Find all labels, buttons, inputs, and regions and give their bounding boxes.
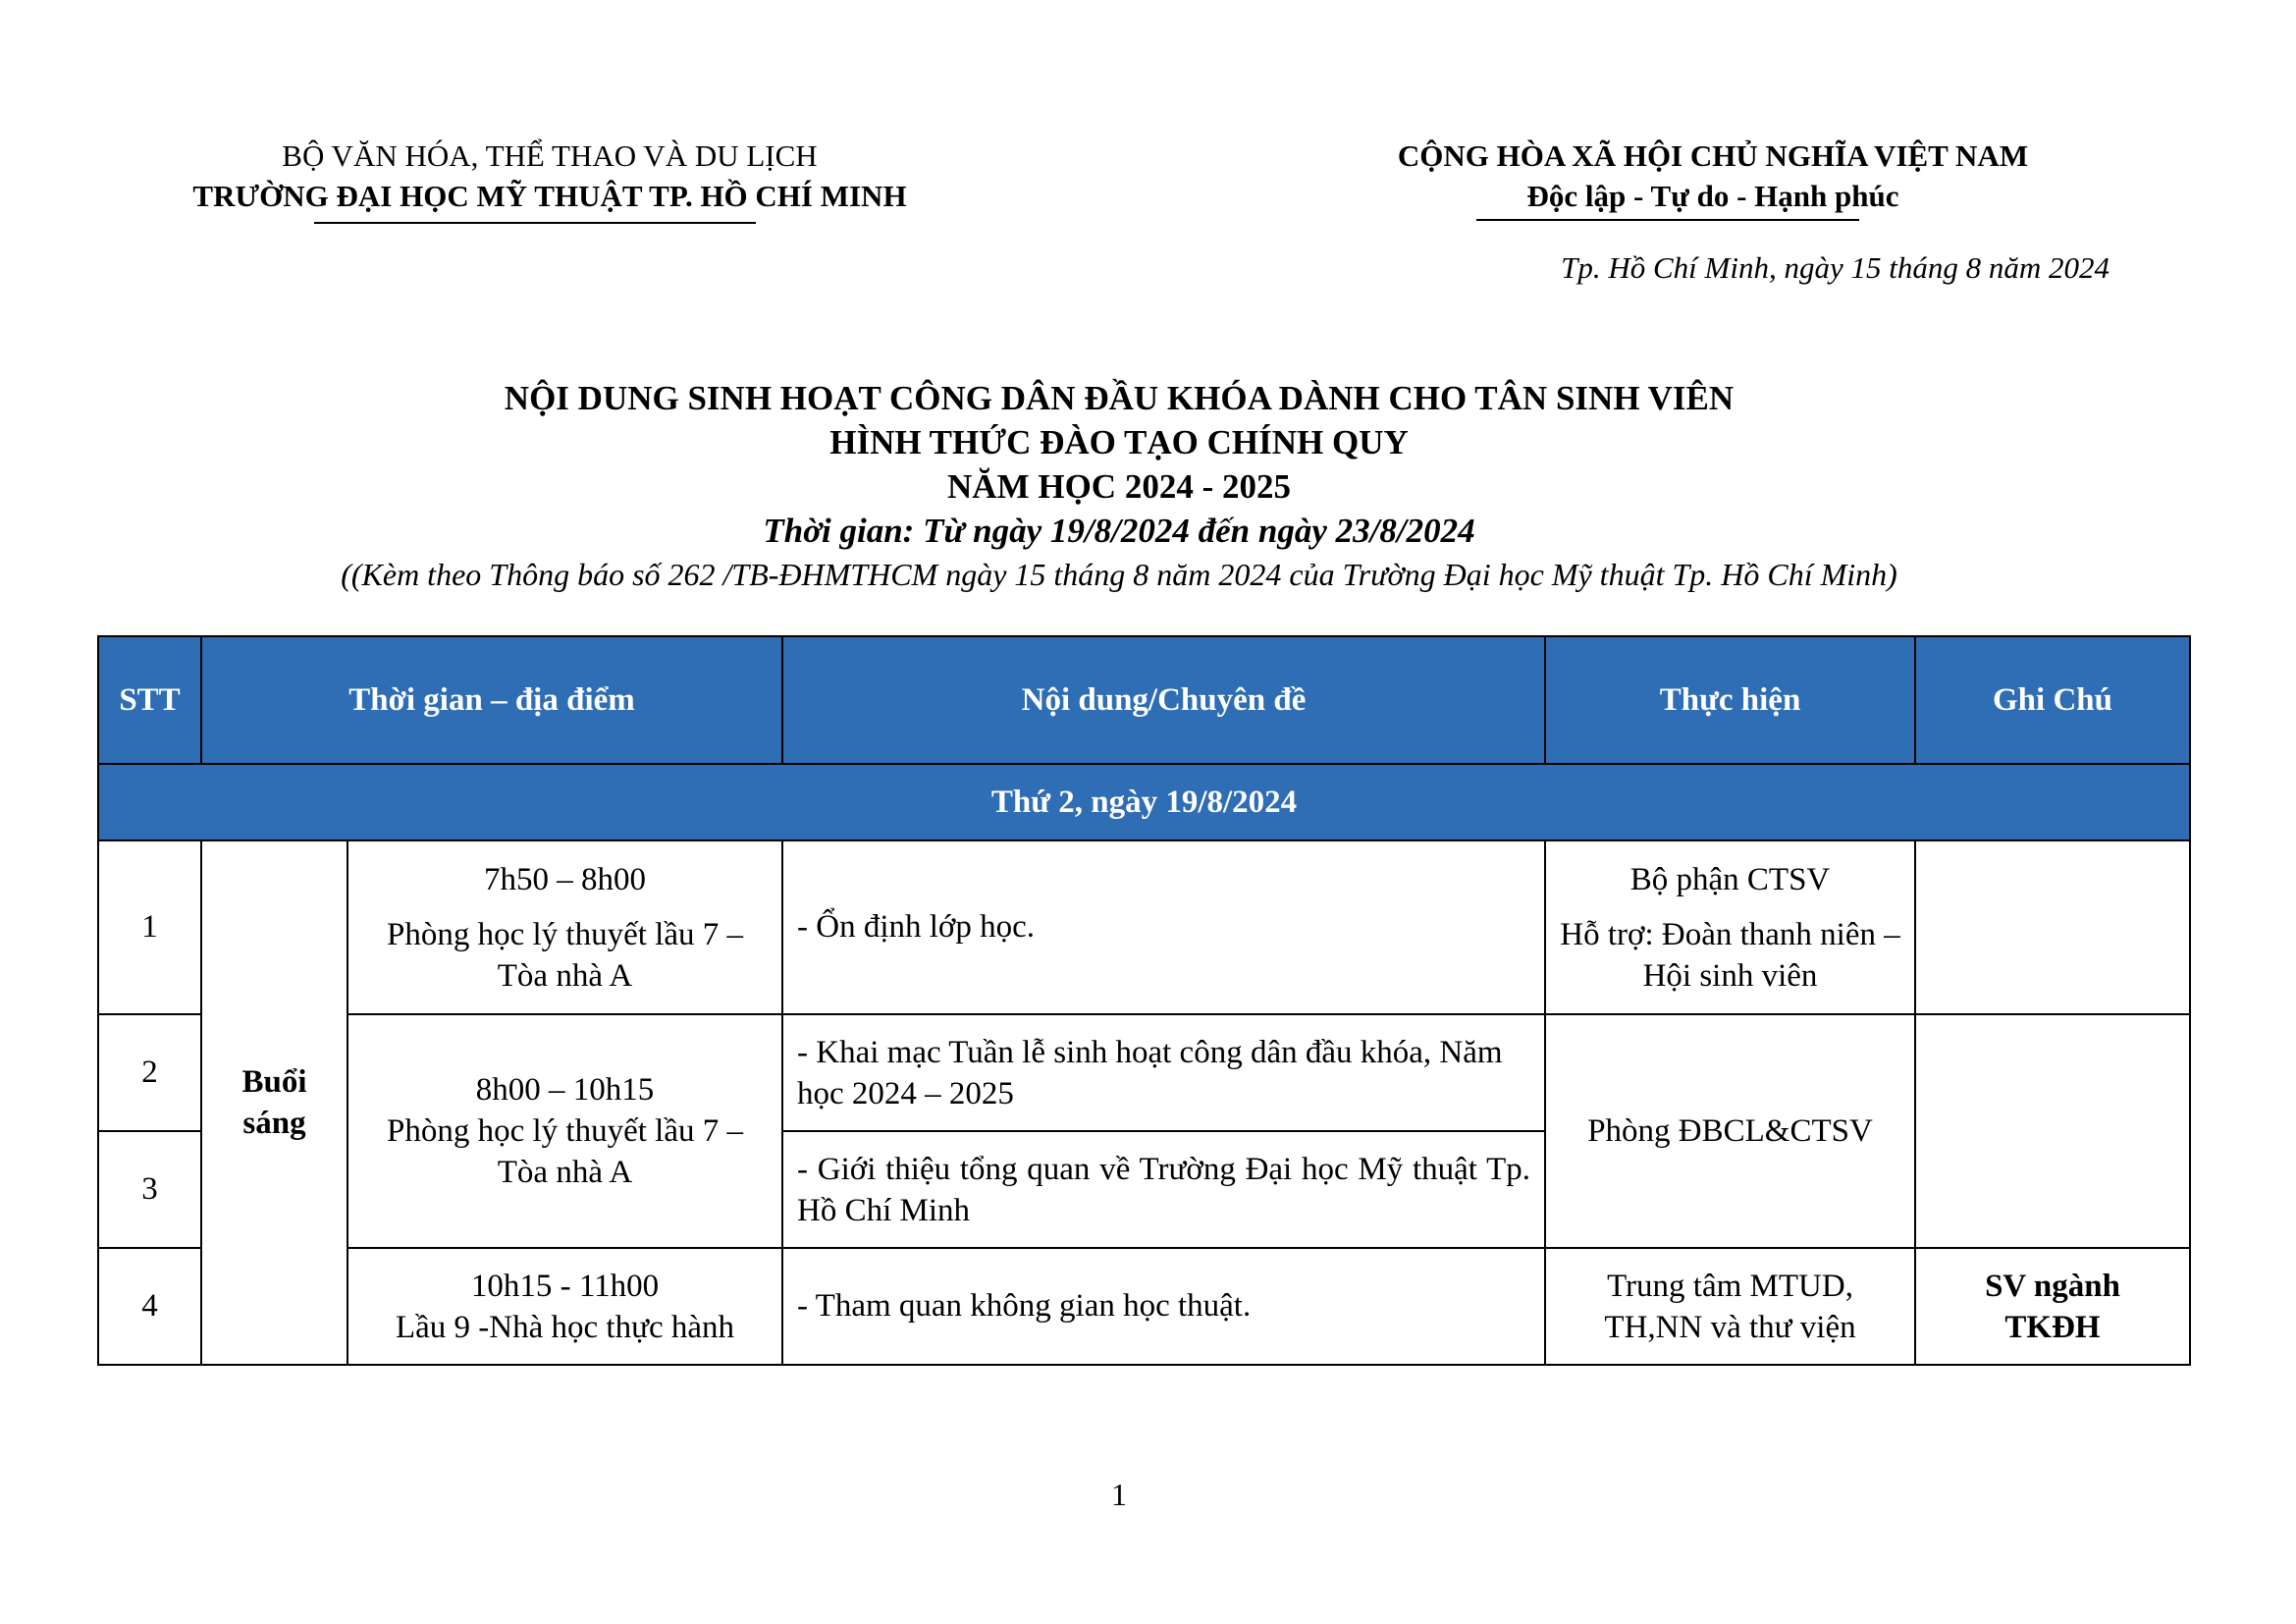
row-stt: 3 xyxy=(98,1131,201,1248)
row-stt: 1 xyxy=(98,840,201,1014)
national-title xyxy=(1286,135,2140,216)
table-row xyxy=(98,840,2190,1014)
republic-name: CỘNG HÒA XÃ HỘI CHỦ NGHĨA VIỆT NAM xyxy=(1397,138,2029,173)
table-header-row xyxy=(98,636,2190,764)
session-label xyxy=(201,840,347,1365)
header-performer: Thực hiện xyxy=(1545,636,1915,764)
document-title xyxy=(0,376,2238,597)
row-performer-main: Trung tâm MTUD, TH,NN và thư viện xyxy=(1604,1268,1856,1345)
row-performer xyxy=(1545,1248,1915,1365)
table-row xyxy=(98,1248,2190,1365)
row-stt: 4 xyxy=(98,1248,201,1365)
row-stt: 2 xyxy=(98,1014,201,1131)
title-line-2: HÌNH THỨC ĐÀO TẠO CHÍNH QUY xyxy=(829,423,1409,461)
issuing-authority xyxy=(128,135,972,216)
session-text: Buổi sáng xyxy=(241,1064,307,1141)
day-label: Thứ 2, ngày 19/8/2024 xyxy=(98,764,2190,840)
row-time: 7h50 – 8h00 xyxy=(484,861,646,897)
day-row xyxy=(98,764,2190,840)
row-content xyxy=(782,1131,1545,1248)
row-content: - Ổn định lớp học. xyxy=(782,840,1545,1014)
row-time-place xyxy=(347,1248,782,1365)
row-place: Phòng học lý thuyết lầu 7 – Tòa nhà A xyxy=(387,916,743,994)
header-time-place: Thời gian – địa điểm xyxy=(201,636,782,764)
header-note: Ghi Chú xyxy=(1915,636,2190,764)
row-performer: Phòng ĐBCL&CTSV xyxy=(1545,1014,1915,1248)
row-content xyxy=(782,1014,1545,1131)
row-note-text: SV ngành TKĐH xyxy=(1985,1268,2120,1345)
date-line: Tp. Hồ Chí Minh, ngày 15 tháng 8 năm 2024 xyxy=(1561,250,2109,285)
row-time: 8h00 – 10h15 xyxy=(475,1072,655,1108)
row-place: Lầu 9 -Nhà học thực hành xyxy=(395,1309,735,1345)
title-line-1: NỘI DUNG SINH HOẠT CÔNG DÂN ĐẦU KHÓA DÀNH CHO TÂN SINH VIÊN xyxy=(504,379,1735,417)
row-time-place xyxy=(347,840,782,1014)
school-name: TRƯỜNG ĐẠI HỌC MỸ THUẬT TP. HỒ CHÍ MINH xyxy=(192,179,907,213)
title-line-3: NĂM HỌC 2024 - 2025 xyxy=(947,467,1291,506)
row-content-text: - Khai mạc Tuần lễ sinh hoạt công dân đầu khóa, Năm học 2024 – 2025 xyxy=(797,1034,1503,1111)
title-time: Thời gian: Từ ngày 19/8/2024 đến ngày 23/8/2024 xyxy=(763,512,1475,550)
row-content-text: - Giới thiệu tổng quan về Trường Đại học Mỹ thuật Tp. Hồ Chí Minh xyxy=(797,1151,1531,1228)
header-stt: STT xyxy=(98,636,201,764)
row-note xyxy=(1915,1248,2190,1365)
row-performer-main: Bộ phận CTSV xyxy=(1629,861,1831,897)
table-row xyxy=(98,1014,2190,1131)
row-performer xyxy=(1545,840,1915,1014)
row-time-place xyxy=(347,1014,782,1248)
ministry-name: BỘ VĂN HÓA, THỂ THAO VÀ DU LỊCH xyxy=(282,138,818,173)
motto: Độc lập - Tự do - Hạnh phúc xyxy=(1526,179,1899,213)
row-note xyxy=(1915,840,2190,1014)
row-note xyxy=(1915,1014,2190,1248)
school-underline xyxy=(314,222,756,224)
motto-underline xyxy=(1476,219,1859,221)
header-content: Nội dung/Chuyên đề xyxy=(782,636,1545,764)
row-content: - Tham quan không gian học thuật. xyxy=(782,1248,1545,1365)
title-note: ((Kèm theo Thông báo số 262 /TB-ĐHMTHCM ngày 15 tháng 8 năm 2024 của Trường Đại học Mỹ thuật Tp. Hồ Chí Minh) xyxy=(341,557,1897,592)
row-time: 10h15 - 11h00 xyxy=(470,1268,660,1304)
row-place: Phòng học lý thuyết lầu 7 – Tòa nhà A xyxy=(387,1113,743,1190)
schedule-table xyxy=(97,635,2191,1366)
row-performer-extra: Hỗ trợ: Đoàn thanh niên – Hội sinh viên xyxy=(1560,916,1900,994)
page-number: 1 xyxy=(1111,1477,1127,1512)
